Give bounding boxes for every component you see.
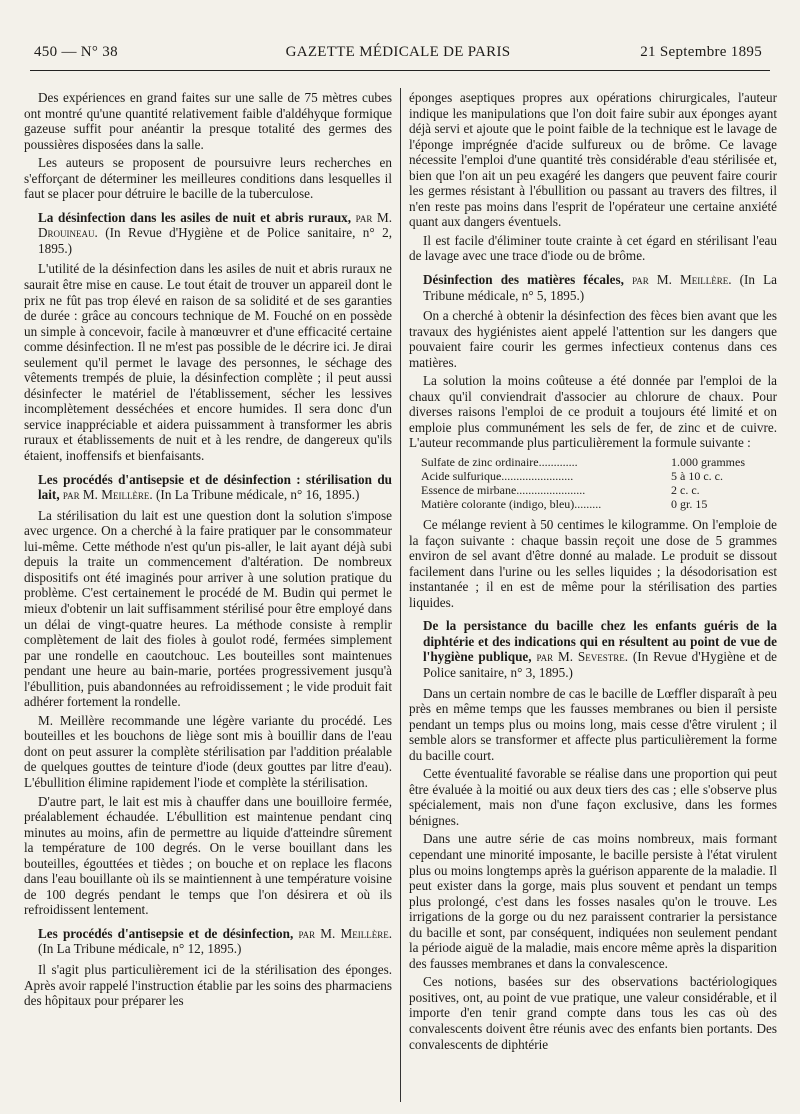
paragraph: Dans une autre série de cas moins nombreux, mais formant cependant une minorité imposante, le bacille persiste à l'état virulent plus ou moins longtemps après la guérison apparente de la maladie. Il peut exister dans la gorge, mais plus souvent et pendant un temps plus prolongé, c'est dans les fosses nasales qu'on le trouve. Les irrigations de la gorge ou du nez paraissent contrarier la persistance du bacille et sont, par conséquent, indiquées non seulement pendant la période aiguë de la maladie, mais encore même après la disparition des fausses membranes et dans la convalescence. bbox=[409, 831, 777, 971]
issue-date: 21 Septembre 1895 bbox=[640, 44, 762, 60]
article-heading bbox=[409, 272, 777, 303]
paragraph: La stérilisation du lait est une question dont la solution s'impose avec urgence. On a cherché à la faire pratiquer par le consommateur lui-même. Cette méthode n'est qu'un pis-aller, le lait ayant déjà subi depuis la traite un commencement d'altération. De nombreux dispositifs ont été imaginés pour arriver à une solution pratique du problème. C'est certainement le procédé de M. Budin qui permet le mieux d'obtenir un lait suffisamment stérilisé pour être employé dans un délai de vingt-quatre heures. La méthode consiste à remplir complètement de lait des fioles à goulot rodé, fermées simplement par une rondelle en caoutchouc. Les bouteilles sont maintenues pendant une heure au bain-marie, portées progressivement jusqu'à l'ébullition, puis abandonnées au refroidissement ; le vide produit fait adhérer fortement la rondelle. bbox=[24, 507, 392, 710]
formula-ingredient: Acide sulfurique........................ bbox=[421, 469, 574, 484]
article-sterilisation-lait bbox=[24, 472, 392, 918]
article-author: par M. Meillère. bbox=[62, 487, 153, 503]
paragraph: Dans un certain nombre de cas le bacille de Lœffler disparaît à peu près en même temps que les fausses membranes ou bien il persiste pendant un temps plus ou moins long, mais cesse d'être virulent ; il semble alors se transformer et affecte plus particulièrement la forme du bacille court. bbox=[409, 685, 777, 763]
page-number: 450 — N° 38 bbox=[34, 44, 118, 60]
article-source: (In Revue d'Hygiène et de Police sanitaire, n° 2, 1895.) bbox=[38, 225, 392, 256]
article-author: par M. Drouineau. bbox=[38, 209, 392, 241]
formula-quantity: 0 gr. 15 bbox=[671, 497, 708, 512]
formula-ingredient: Sulfate de zinc ordinaire............. bbox=[421, 455, 578, 470]
article-heading bbox=[409, 618, 777, 680]
paragraph: D'autre part, le lait est mis à chauffer dans une bouilloire fermée, préalablement échaudée. L'ébullition est maintenue pendant cinq minutes au moins, afin de permettre au liquide d'atteindre sûrement la température de 100 degrés. On le verse bouillant dans les bouteilles, égouttées et tièdes ; on bouche et on replace les flacons dans l'eau bouillante où ils se maintiennent à une température voisine de 100 degrés pendant le temps que l'on désirera et où ils refroidissent lentement. bbox=[24, 793, 392, 918]
article-title: De la persistance du bacille chez les enfants guéris de la diphtérie et des indications qui en résultent au point de vue de l'hygiène publique, bbox=[423, 618, 777, 665]
article-title: Les procédés d'antisepsie et de désinfection : stérilisation du lait, bbox=[38, 471, 392, 503]
column-divider bbox=[400, 88, 401, 1102]
right-column bbox=[409, 90, 777, 1100]
formula-ingredient: Essence de mirbane....................... bbox=[421, 483, 586, 498]
article-source: (In La Tribune médicale, n° 5, 1895.) bbox=[423, 272, 777, 303]
paragraph: M. Meillère recommande une légère variante du procédé. Les bouteilles et les bouchons de liège sont mis à bouillir dans de l'eau dont on peut assurer la complète stérilisation par l'addition préalable de quelques gouttes de teinture d'iode (deux gouttes par litre d'eau). L'ébullition élimine rapidement l'iode et complète la stérilisation. bbox=[24, 712, 392, 790]
left-column bbox=[24, 90, 392, 1100]
article-title: Les procédés d'antisepsie et de désinfection, bbox=[38, 925, 294, 941]
header-rule bbox=[30, 70, 770, 71]
formula-quantity: 2 c. c. bbox=[671, 483, 700, 498]
article-source: (In Revue d'Hygiène et de Police sanitaire, n° 3, 1895.) bbox=[423, 649, 777, 680]
article-source: (In La Tribune médicale, n° 12, 1895.) bbox=[38, 941, 242, 957]
article-author: par M. Meillère. bbox=[298, 925, 392, 941]
paragraph: Des expériences en grand faites sur une salle de 75 mètres cubes ont montré qu'une quantité relativement faible d'aldéhyque formique gazeuse suffit pour anéantir la presque totalité des germes des poussières disposées dans la salle. bbox=[24, 90, 392, 152]
formula-row bbox=[421, 497, 777, 511]
formula-ingredient: Matière colorante (indigo, bleu)......... bbox=[421, 497, 602, 512]
article-heading bbox=[24, 210, 392, 257]
paragraph: Ce mélange revient à 50 centimes le kilogramme. On l'emploie de la façon suivante : chaque bassin reçoit une dose de 5 grammes environ de sel avant d'être donné au malade. Le produit se dissout facilement dans l'urine ou les selles liquides ; la désodorisation est instantanée ; il en est de même pour la stérilisation des parties liquides. bbox=[409, 517, 777, 610]
formula-quantity: 5 à 10 c. c. bbox=[671, 469, 723, 484]
paragraph: Il s'agit plus particulièrement ici de la stérilisation des éponges. Après avoir rappelé l'instruction établie par les soins des pharmaciens des hôpitaux pour préparer les bbox=[24, 961, 392, 1009]
article-author: par M. Sevestre. bbox=[536, 649, 629, 665]
formula-row bbox=[421, 483, 777, 497]
paragraph: éponges aseptiques propres aux opérations chirurgicales, l'auteur indique les manipulations que l'on doit faire subir aux éponges ayant déjà servi et ajoute que le point faible de la technique est le lavage de l'éponge imprégnée d'acide sulfureux ou de brôme. Ce lavage nécessite l'emploi d'une quantité très considérable d'eau stérilisée et, bien que l'on ait un peu exagéré les dangers que peuvent faire courir les germes résistant à l'ébullition ou passant au travers des filtres, il n'en reste pas moins dans l'esprit de l'opérateur une certaine anxiété quant aux dangers éventuels. bbox=[409, 90, 777, 230]
journal-title: GAZETTE MÉDICALE DE PARIS bbox=[285, 44, 511, 60]
article-matieres-fecales bbox=[409, 272, 777, 610]
article-title: La désinfection dans les asiles de nuit et abris ruraux, bbox=[38, 209, 352, 225]
article-persistance-bacille bbox=[409, 618, 777, 1052]
paragraph: La solution la moins coûteuse a été donnée par l'emploi de la chaux qu'il conviendrait d'associer au chlorure de chaux. Pour diverses raisons l'emploi de ce produit a toujours été limité et on emploie plus communément les sels de fer, de zinc et de cuivre. L'auteur recommande plus particulièrement la formule suivante : bbox=[409, 373, 777, 451]
article-title: Désinfection des matières fécales, bbox=[423, 272, 624, 288]
paragraph: Ces notions, basées sur des observations bactériologiques positives, ont, au point de vue pratique, une valeur considérable, et il importe d'en tenir grand compte dans tous les cas où des convalescents doivent être réunis avec des enfants bien portants. Des convalescents de diphtérie bbox=[409, 974, 777, 1052]
formula-table bbox=[421, 455, 777, 511]
paragraph: Il est facile d'éliminer toute crainte à cet égard en stérilisant l'eau de lavage avec une trace d'iode ou de brôme. bbox=[409, 232, 777, 264]
article-source: (In La Tribune médicale, n° 16, 1895.) bbox=[156, 487, 360, 503]
page-header bbox=[34, 44, 762, 66]
article-sterilisation-eponges bbox=[24, 926, 392, 1009]
paragraph: Cette éventualité favorable se réalise dans une proportion qui peut être évaluée à la moitié ou aux deux tiers des cas ; elle s'observe plus spécialement, mais non d'une façon exclusive, dans les formes bénignes. bbox=[409, 766, 777, 828]
paragraph: L'utilité de la désinfection dans les asiles de nuit et abris ruraux ne saurait être mise en cause. Le tout était de trouver un appareil dont le prix ne fût pas trop élevé en raison de sa solidité et de ses garanties de durée : grâce au concours technique de M. Fouché on en possède un simple à concevoir, facile à manœuvrer et d'une efficacité certaine comme désinfection. Il ne m'est pas possible de le décrire ici. Je dirai seulement qu'il permet le lavage des personnes, le séchage des vêtements trempés de pluie, la désinfection complète ; il peut aussi désinfecter le matériel de l'établissement, sécher les lessives incomplètement desséchées et encore humides. Il sera donc d'un service inappréciable et aidera puissamment à transformer les abris ruraux et établissements de nuit et à les rendre, de dangereux qu'ils étaient, inoffensifs et bienfaisants. bbox=[24, 261, 392, 464]
article-heading bbox=[24, 472, 392, 503]
formula-quantity: 1.000 grammes bbox=[671, 455, 745, 470]
article-author: par M. Meillère. bbox=[632, 272, 732, 288]
article-heading bbox=[24, 926, 392, 957]
paragraph: Les auteurs se proposent de poursuivre leurs recherches en s'efforçant de déterminer les meilleures conditions dans lesquelles il faut se placer pour détruire le bacille de la tuberculose. bbox=[24, 155, 392, 202]
formula-row bbox=[421, 469, 777, 483]
formula-row bbox=[421, 455, 777, 469]
paragraph: On a cherché à obtenir la désinfection des fèces bien avant que les travaux des hygiénistes aient appelé l'attention sur les dangers que pouvaient faire courir les germes infectieux contenus dans ces matières. bbox=[409, 308, 777, 370]
article-asiles-de-nuit bbox=[24, 210, 392, 464]
